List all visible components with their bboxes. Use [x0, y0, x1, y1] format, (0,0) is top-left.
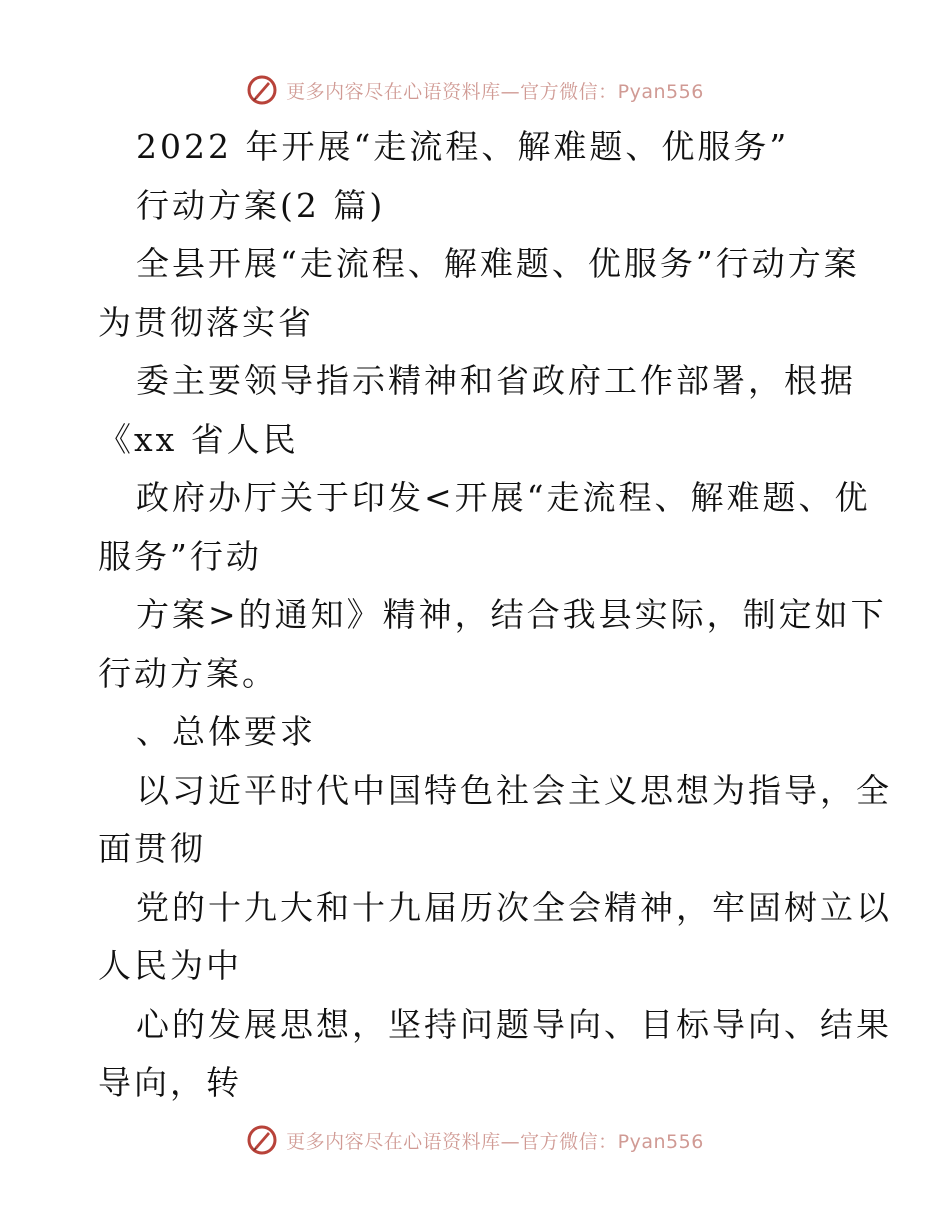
document-body	[98, 118, 892, 1113]
footer-watermark	[0, 1120, 950, 1160]
watermark-text: 更多内容尽在心语资料库—官方微信：Pyan556	[286, 80, 704, 103]
document-line: 全县开展“走流程、解难题、优服务”行动方案	[136, 244, 860, 283]
document-line: 以习近平时代中国特色社会主义思想为指导，全	[136, 770, 892, 810]
document-line: 行动方案(2 篇)	[136, 185, 386, 225]
document-line: 政府办厅关于印发<开展“走流程、解难题、优	[136, 478, 871, 517]
document-line: 、总体要求	[136, 712, 316, 751]
document-line: 导向，转	[98, 1063, 242, 1102]
document-line: 面贯彻	[98, 829, 206, 868]
watermark-text: 更多内容尽在心语资料库—官方微信：Pyan556	[286, 1130, 704, 1153]
document-line: 服务”行动	[98, 536, 262, 576]
document-line: 2022 年开展“走流程、解难题、优服务”	[136, 127, 790, 166]
document-line: 方案>的通知》精神，结合我县实际，制定如下	[136, 595, 887, 634]
document-line: 心的发展思想，坚持问题导向、目标导向、结果	[136, 1004, 892, 1044]
feather-pen-logo-icon	[246, 74, 278, 106]
document-line: 为贯彻落实省	[98, 302, 314, 342]
document-line: 党的十九大和十九届历次全会精神，牢固树立以	[136, 887, 892, 927]
header-watermark	[0, 70, 950, 110]
document-line: 委主要领导指示精神和省政府工作部署，根据	[136, 361, 856, 400]
document-line: 《xx 省人民	[98, 419, 299, 459]
document-line: 行动方案。	[98, 653, 278, 693]
document-line: 人民为中	[98, 946, 242, 985]
feather-pen-logo-icon	[246, 1124, 278, 1156]
